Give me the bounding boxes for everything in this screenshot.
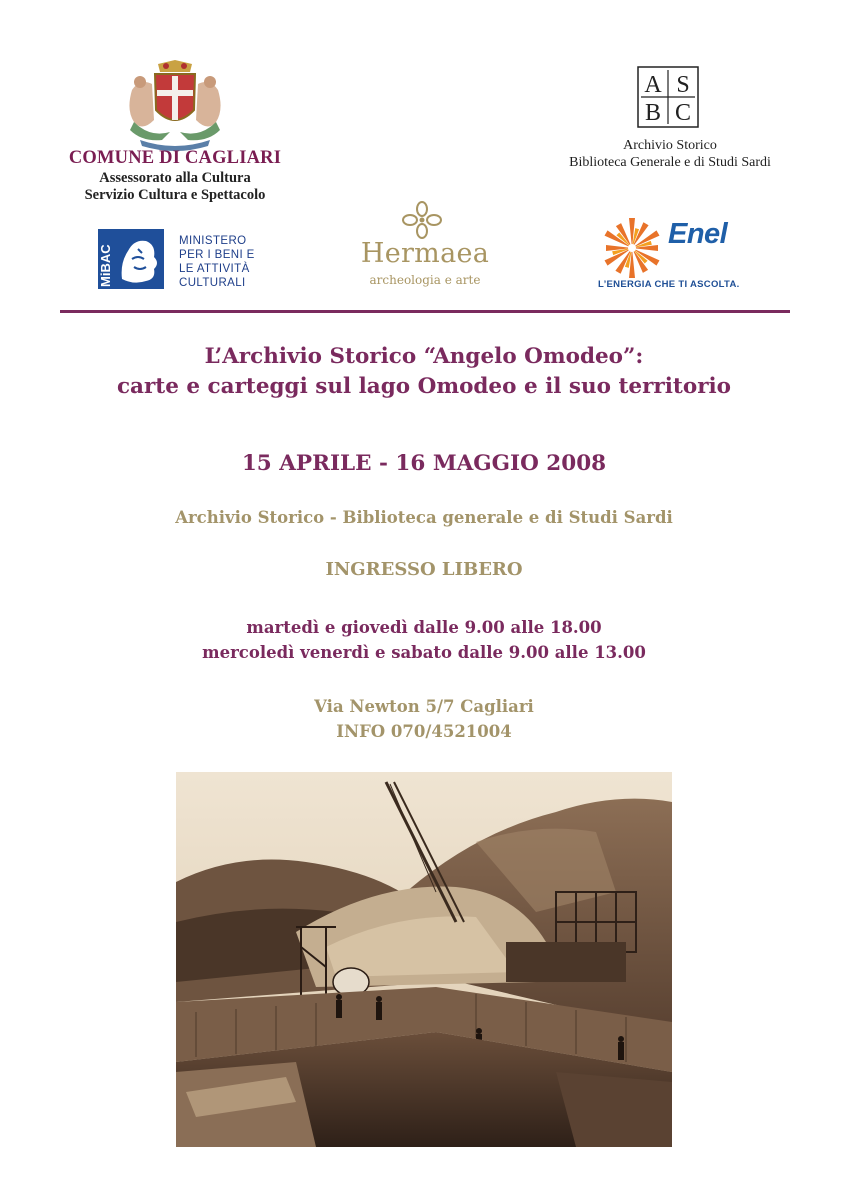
mibac-line-3: LE ATTIVITÀ — [179, 263, 250, 275]
asbc-name: Archivio Storico — [623, 138, 717, 153]
title-line-2: carte e carteggi sul lago Omodeo e il suo territorio — [116, 374, 732, 399]
historic-dam-construction-photo — [176, 772, 672, 1147]
mibac-line-1: MINISTERO — [179, 235, 247, 247]
hermaea-knot-icon — [400, 200, 444, 240]
asbc-subtitle: Biblioteca Generale e di Studi Sardi — [569, 155, 771, 170]
enel-sun-icon — [598, 210, 668, 280]
hours-line-2: mercoledì venerdì e sabato dalle 9.00 alle 13.00 — [202, 643, 646, 662]
mibac-line-4: CULTURALI — [179, 277, 246, 289]
title-line-1: L’Archivio Storico “Angelo Omodeo”: — [204, 344, 644, 369]
comune-crest-logo — [120, 60, 230, 152]
svg-text:C: C — [674, 100, 692, 126]
address: Via Newton 5/7 Cagliari — [314, 697, 534, 716]
admission: INGRESSO LIBERO — [325, 559, 523, 580]
exhibition-title — [0, 342, 848, 402]
enel-tagline: L’ENERGIA CHE TI ASCOLTA. — [598, 279, 740, 290]
mibac-logo — [98, 229, 164, 289]
svg-text:S: S — [676, 72, 690, 98]
comune-title: COMUNE DI CAGLIARI — [68, 148, 282, 168]
enel-name: Enel — [668, 218, 728, 250]
comune-assessorato: Assessorato alla Cultura — [99, 170, 251, 186]
info-phone: INFO 070/4521004 — [336, 722, 512, 741]
exhibition-dates: 15 APRILE - 16 MAGGIO 2008 — [241, 451, 607, 476]
address-block — [0, 694, 848, 744]
svg-text:A: A — [644, 72, 662, 98]
hermaea-name: Hermaea — [360, 238, 490, 269]
header-divider — [60, 310, 790, 313]
hours-line-1: martedì e giovedì dalle 9.00 alle 18.00 — [246, 618, 602, 637]
venue: Archivio Storico - Biblioteca generale e di Studi Sardi — [175, 508, 673, 527]
mibac-line-2: PER I BENI E — [179, 249, 255, 261]
svg-text:MiBAC: MiBAC — [98, 244, 113, 287]
hermaea-subtitle: archeologia e arte — [369, 273, 481, 287]
comune-servizio: Servizio Cultura e Spettacolo — [84, 187, 266, 203]
opening-hours — [0, 615, 848, 665]
asbc-logo — [637, 66, 699, 128]
svg-text:B: B — [644, 100, 662, 126]
